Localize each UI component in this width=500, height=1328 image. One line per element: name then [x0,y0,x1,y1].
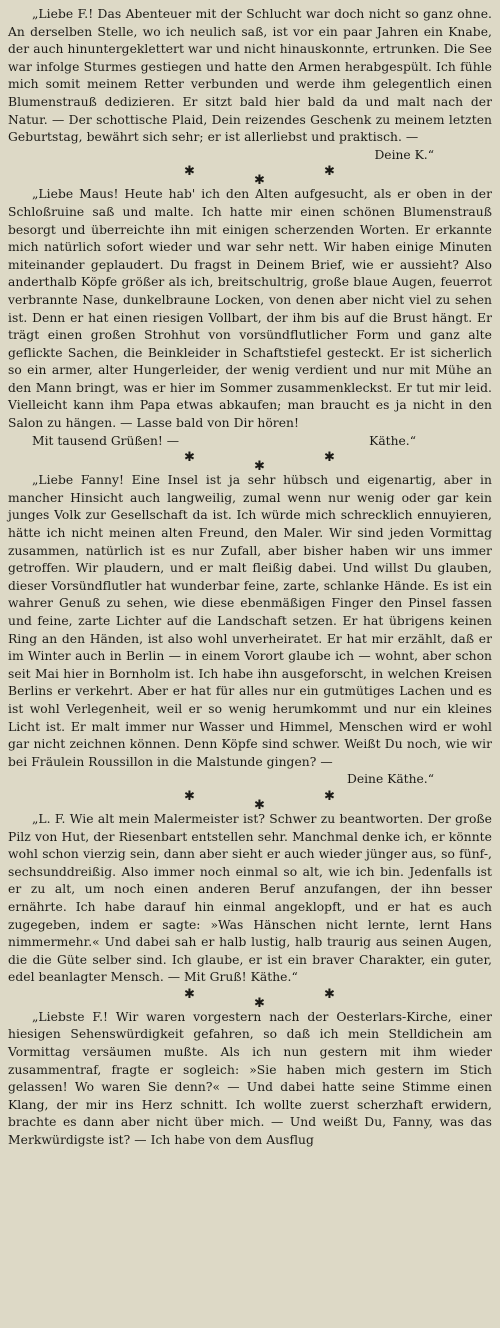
letter-closing: Mit tausend Grüßen! — [32,433,180,448]
letter-closing-line [8,433,492,451]
letter-body: „Liebste F.! Wir waren vorgestern nach der Oesterlars-Kirche, einer hiesigen Sehenswürdigkeit gefahren, so daß ich mein Stelldichein am Vormittag versäumen mußte. Als ich nun gestern mit ihm wieder zusammentraf, fragte er sogleich: »Sie haben mich gestern im Stich gelassen! Wo waren Sie denn?« — Und dabei hatte seine Stimme einen Klang, der mir ins Herz schnitt. Ich wollte zuerst scherzhaft erwidern, brachte es dann aber nicht über mich. — Und weißt Du, Fanny, was das Merkwürdigste ist? — Ich habe von dem Ausflug [8,1009,492,1148]
asterisk-icon: ✱ [254,995,265,1011]
section-separator [8,987,492,1009]
asterisk-icon: ✱ [184,164,195,180]
asterisk-icon: ✱ [254,173,265,189]
letter-body: „L. F. Wie alt mein Malermeister ist? Schwer zu beantworten. Der große Pilz von Hut, der Riesenbart entstellen sehr. Manchmal denke ich, er könnte wohl schon vierzig sein, dann aber sieht er auch wieder jünger aus, so fünf-, sechsunddreißig. Also immer noch einmal so alt, wie ich bin. Jedenfalls ist er zu alt, um noch einen anderen Beruf anzufangen, der ihn besser ernährte. Ich habe darauf hin einmal angeklopft, und er hat es auch zugegeben, indem er sagte: »Was Hänschen nicht lernte, lernt Hans nimmermehr.« Und dabei sah er halb lustig, halb traurig aus seinen Augen, die die Güte selber sind. Ich glaube, er ist ein braver Charakter, ein guter, edel beanlagter Mensch. — Mit Gruß! Käthe.“ [8,811,492,985]
asterisk-icon: ✱ [324,788,335,804]
letter-body: „Liebe F.! Das Abenteuer mit der Schlucht war doch nicht so ganz ohne. An derselben Stelle, wo ich neulich saß, ist vor ein paar Jahren ein Knabe, der auch hinuntergeklettert war und nicht hinauskonnte, ertrunken. Die See war infolge Sturmes gestiegen und hatte den Armen herabgespült. Ich fühle mich somit meinem Retter verbunden und werde ihm gelegentlich einen Blumenstrauß dedizieren. Er sitzt bald hier bald da und malt nach der Natur. — Der schottische Plaid, Dein reizendes Geschenk zu meinem letzten Geburtstag, bewährt sich sehr; er ist allerliebst und praktisch. — [8,7,492,145]
letter-signature: Deine Käthe.“ [346,772,434,787]
asterisk-icon: ✱ [324,986,335,1002]
asterisk-icon: ✱ [184,788,195,804]
letter-3 [8,472,492,789]
letter-1 [8,6,492,164]
letter-body: „Liebe Maus! Heute hab' ich den Alten aufgesucht, als er oben in der Schloßruine saß und malte. Ich hatte mir einen schönen Blumenstrauß besorgt und überreichte ihn mit einigen scherzenden Worten. Er erkannte mich natürlich sofort wieder und war sehr nett. Wir haben einige Minuten miteinander geplaudert. Du fragst in Deinem Brief, wie er aussieht? Also anderthalb Köpfe größer als ich, breitschultrig, große blaue Augen, feuerrot verbrannte Nase, dunkelbraune Locken, von denen aber nicht viel zu sehen ist. Denn er hat einen riesigen Vollbart, der ihm bis auf die Brust hängt. Er trägt einen großen Strohhut von vorsündflutlicher Form und ganz alte geflickte Sachen, die Beinkleider in Schaftstiefel gesteckt. Er ist sicherlich so ein armer, alter Hungerleider, der wenig verdient und nur mit Mühe an den Mann bringt, was er hier im Sommer zusammenkleckst. Er tut mir leid. Vielleicht kann ihm Papa etwas abkaufen; man braucht es ja nicht in den Salon zu hängen. — Lasse bald von Dir hören! [8,187,492,431]
section-separator [8,450,492,475]
asterisk-icon: ✱ [184,986,195,1002]
letter-body: „Liebe Fanny! Eine Insel ist ja sehr hübsch und eigenartig, aber in mancher Hinsicht auch langweilig, zumal wenn nur wenig oder gar kein junges Volk zur Gesellschaft da ist. Ich würde mich schrecklich ennuyieren, hätte ich nicht meinen alten Freund, den Maler. Wir sind jeden Vormittag zusammen, natürlich ist es nur Zufall, aber bisher haben wir uns immer getroffen. Wir plaudern, und er malt fleißig dabei. Und willst Du glauben, dieser Vorsündflutler hat wunderbar feine, zarte, schlanke Hände. Es ist ein wahrer Genuß zu sehen, wie diese ebenmäßigen Finger den Pinsel fassen und feine, zarte Lichter auf die Landschaft setzen. Er hat übrigens keinen Ring an den Händen, ist also wohl unverheiratet. Er hat mir erzählt, daß er im Winter auch in Berlin — in einem Vorort glaube ich — wohnt, aber schon seit Mai hier in Bornholm ist. Ich habe ihn ausgeforscht, in welchen Kreisen Berlins er verkehrt. Aber er hat für alles nur ein gutmütiges Lachen und es ist wohl Verlegenheit, weil er so wenig herumkommt und nur ein kleines Licht ist. Er malt immer nur Wasser und Himmel, Menschen wird er wohl gar nicht zeichnen können. Denn Köpfe sind schwer. Weißt Du noch, wie wir bei Fräulein Roussillon in die Malstunde gingen? — [8,473,492,769]
letter-5 [8,1009,492,1150]
asterisk-icon: ✱ [254,459,265,475]
section-separator [8,789,492,811]
letter-4 [8,811,492,987]
asterisk-icon: ✱ [324,450,335,466]
letter-signature: Deine K.“ [374,147,434,162]
section-separator [8,164,492,189]
letter-2 [8,186,492,450]
asterisk-icon: ✱ [324,164,335,180]
asterisk-icon: ✱ [254,797,265,813]
asterisk-icon: ✱ [184,450,195,466]
letter-signature: Käthe.“ [369,433,416,448]
